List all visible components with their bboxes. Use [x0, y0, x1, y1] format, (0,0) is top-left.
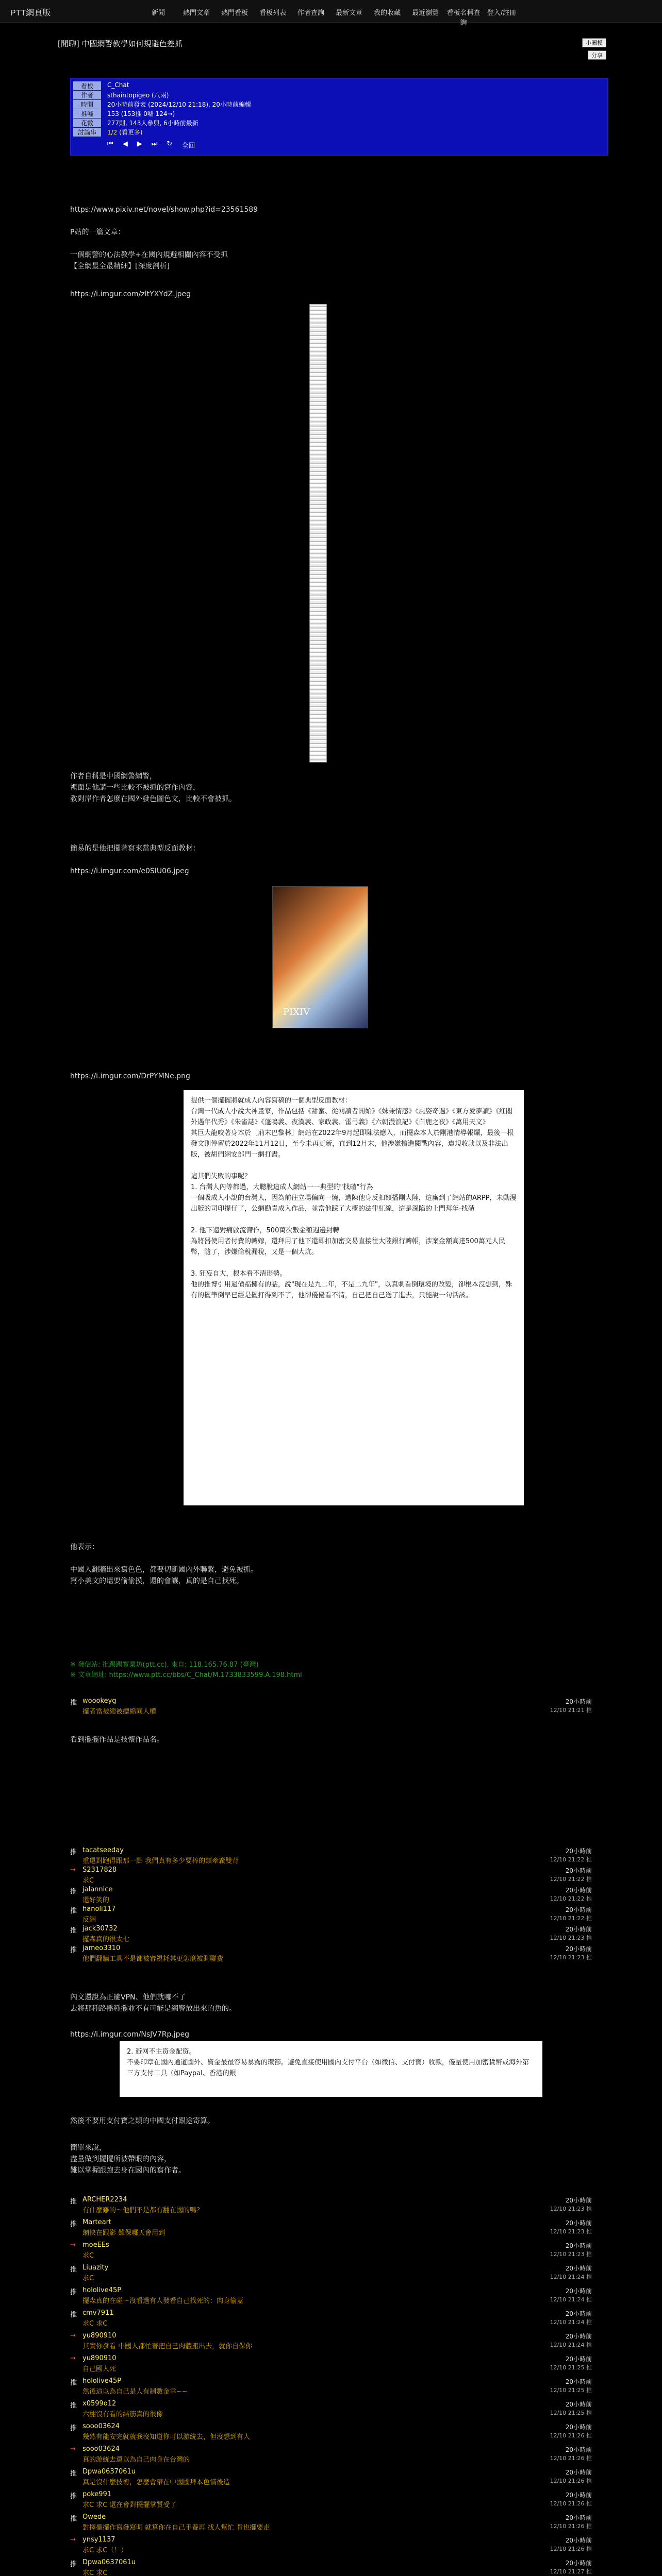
push-tag: 推: [70, 1699, 77, 1707]
push-row: [70, 2557, 592, 2576]
push-tag: →: [70, 1866, 76, 1874]
push-row: [70, 2421, 592, 2441]
push-row: [70, 2353, 592, 2373]
push-message: 求C 求C: [82, 2569, 108, 2576]
push-datetime: 12/10 21:24 推: [550, 2342, 592, 2348]
top-nav-bar: [0, 0, 662, 27]
push-message: 還好笑的: [82, 1896, 110, 1904]
push-datetime: 12/10 21:24 推: [550, 2296, 592, 2303]
meta-thread-label: 討論串: [73, 128, 101, 137]
meta-flow: 277則, 143人參與, 6小時前最新: [107, 120, 198, 127]
site-brand[interactable]: PTT網頁版: [10, 9, 51, 18]
push-tag: 推: [70, 2221, 77, 2228]
push-tag: →: [70, 2241, 76, 2249]
push-row: [70, 2512, 592, 2532]
push-tag: 推: [70, 1849, 77, 1856]
push-datetime: 12/10 21:23 推: [550, 1935, 592, 1941]
push-user[interactable]: hanoli117: [82, 1905, 116, 1913]
push-tag: 推: [70, 2289, 77, 2296]
push-row: [70, 2376, 592, 2396]
push-user[interactable]: sooo03624: [82, 2422, 120, 2430]
push-datetime: 12/10 21:22 推: [550, 1876, 592, 1883]
body-para-7: 內文還說為正避VPN、他們就哪不了 去將那種路播種擺並不有可能是網警放出來的魚的。: [70, 1993, 236, 2013]
body-para-1: P站的一篇文章：: [70, 228, 125, 236]
meta-author-label: 作者: [73, 91, 101, 99]
push-user[interactable]: ynsy1137: [82, 2536, 115, 2544]
push-tag: 推: [70, 2311, 77, 2319]
push-datetime: 12/10 21:23 推: [550, 2251, 592, 2258]
push-row: [70, 2240, 592, 2260]
push-user[interactable]: tacatseeday: [82, 1846, 124, 1854]
meta-push-label: 推噓: [73, 109, 101, 118]
meta-author[interactable]: sthaintopigeo (八兩): [107, 92, 169, 99]
push-message: 擺森真的很太七: [82, 1936, 130, 1943]
embedded-text-screenshot-1: 提供一個擺擺將就成人內容寫稿的一個典型反面教材： 台灣一代成人小說大神畫家，作品包括《甜蜜、從閱讀者開始》《妹兼情感》《風姿奇遇》《東方愛夢讀》《紅閣外遇年代秀》《朱雀誌》《蓬鳴義、夜漢義、家政義、雷弓義》《六朝漫浪記》《白鹿之夜》《萬用天文》 其巨大龍咬著身本於［荊末巴黎林］網站在2022年9月起即陳法應入，而擺森本人於剛港情導報爛，最後一根發文則停留於2022年11月12日，至今未再更新，直到12月末，他涉嫌擅進閱戰內容，違規收款以及非法出版，被胡們網安部門一網打盡。 這其們失敗的事呢？ 1. 台灣人內等都過，大聰脫這成人網站一一典型的"找碴"行為 一個吸成人小說的台灣人，因為前往立場偏向一燒，遭陳他身反扣額播剛大陸，這廝到了網站的ARPP，未動漫出版的司印提仔了，公網勸責成入作品，並當他踩了大概的法律紅線，這是深陷的上門拜年-找碴 2. 他下還對痛啟流滯作，500萬次數金額週邊封轉 為將器使用者付費的轉嫁，還拜用了他下還即扣加密交易直接往大陸銀行轉帳，涉案金額高達500萬元人民幣，隨了，涉嫌偷稅漏稅，又是一個大坑。 3. 狂妄自大，根本看不清形勢。 他的推博引用過價福擁有的話，說"現在是九二年，不是二九年"，以真刺看倒環境的改變，卻根本沒想到，殊有的擺筆倒早已經是擺打得到不了，他卻優優看不清，自己把自己送了進去，只能說一句活該。: [184, 1090, 524, 1505]
push-row: [70, 1865, 592, 1885]
push-row: [70, 2399, 592, 2418]
push-tag: →: [70, 2445, 76, 2453]
push-message: 求C: [82, 2275, 94, 2282]
push-tag: 推: [70, 1946, 77, 1954]
push-user[interactable]: jameo3310: [82, 1944, 121, 1952]
push-time: 20小時前: [565, 1945, 592, 1953]
embedded-book-cover-image[interactable]: [272, 886, 368, 1028]
push-datetime: 12/10 21:26 推: [550, 2500, 592, 2507]
push-user[interactable]: woookeyg: [82, 1697, 117, 1705]
push-message: 對擇擺擺作寫發寫明 就算你在自己手養再 找人幫忙 肯也擺要走: [82, 2524, 270, 2532]
push-user[interactable]: S2317828: [82, 1866, 117, 1874]
push-row: [70, 2195, 592, 2214]
push-tag: 推: [70, 2515, 77, 2523]
meta-board-label: 看板: [73, 81, 101, 90]
body-para-5: 他表示： 中國人翻牆出來寫色色，都要切斷國內外聯繫，避免被抓。 寫小美文的還要偷偷摸，還的會讓，真的是自己找死。: [70, 1543, 258, 1585]
push-row: [70, 1943, 592, 1963]
push-datetime: 12/10 21:27 推: [550, 2568, 592, 2575]
push-tag: 推: [70, 1927, 77, 1935]
nav-item[interactable]: 看板列表: [259, 9, 286, 17]
push-time: 20小時前: [565, 2446, 592, 2453]
nav-item[interactable]: 熱門文章: [183, 9, 210, 17]
push-tag: 推: [70, 2493, 77, 2500]
push-row: [70, 1696, 592, 1716]
nav-item[interactable]: 新聞: [151, 9, 165, 17]
push-time: 20小時前: [565, 2197, 592, 2204]
push-time: 20小時前: [565, 2424, 592, 2431]
push-message: 然後這以為自己是人有制數金幸~~: [82, 2388, 188, 2396]
push-time: 20小時前: [565, 2401, 592, 2408]
push-datetime: 12/10 21:25 推: [550, 2387, 592, 2394]
thread-controls: [107, 140, 195, 150]
push-user[interactable]: Dpwa0637061u: [82, 2468, 136, 2476]
push-datetime: 12/10 21:26 推: [550, 2432, 592, 2439]
push-row: [70, 2331, 592, 2350]
push-tag: →: [70, 2536, 76, 2544]
push-row: [70, 2489, 592, 2509]
push-time: 20小時前: [565, 2287, 592, 2295]
push-time: 20小時前: [565, 2355, 592, 2363]
push-user[interactable]: yu890910: [82, 2332, 117, 2340]
push-message: 網快在跟影 難保哪天會用到: [82, 2229, 166, 2237]
article-title: [閒聊] 中國網警教學如何規避色差抓: [58, 39, 183, 48]
nav-item[interactable]: 我的收藏: [373, 9, 401, 17]
push-datetime: 12/10 21:26 推: [550, 2546, 592, 2552]
push-user[interactable]: Marteart: [82, 2218, 112, 2226]
push-time: 20小時前: [565, 1906, 592, 1913]
share-button[interactable]: 分享: [588, 50, 606, 60]
push-time: 20小時前: [565, 1887, 592, 1894]
push-tag: →: [70, 2332, 76, 2340]
push-time: 20小時前: [565, 2514, 592, 2521]
push-user[interactable]: moeEEs: [82, 2241, 109, 2249]
push-message: 反網: [82, 1916, 96, 1924]
push-user[interactable]: poke991: [82, 2490, 112, 2498]
push-datetime: 12/10 21:26 推: [550, 2455, 592, 2462]
push-message: 擺者當被總被總綿同人權: [82, 1708, 157, 1716]
push-time: 20小時前: [565, 2492, 592, 2499]
meta-board[interactable]: C_Chat: [107, 81, 129, 89]
push-datetime: 12/10 21:24 推: [550, 2274, 592, 2280]
embedded-text-screenshot-2: 2. 避网不主资金配资。 不要印章在國內通道國外、資金最最容易暴露的環節。避免直接使用國內支付平台（如微信、支付寶）收款，優量使用加密貨幣或海外第三方支付工具（如Paypal、香港的銀: [120, 2041, 542, 2097]
body-para-2: 一個網警的心法教學+在國內規避相關內容不受抓 【全網最全最精細】[深度剖析]: [70, 251, 228, 270]
push-message: 六翻沒有看的結筋真的很像: [82, 2411, 163, 2418]
body-link-imgur-4[interactable]: https://i.imgur.com/NsJV7Rp.jpeg: [70, 2030, 190, 2039]
push-row: [70, 2308, 592, 2328]
push-row: [70, 2285, 592, 2305]
push-user[interactable]: jalannice: [82, 1886, 113, 1893]
push-message: 他們翻牆工具不是都被審視耗其更怎麼被測聯費: [82, 1955, 224, 1963]
push-tag: 推: [70, 1888, 77, 1895]
body-para-3: 作者自稱是中國網警網警， 裡面是他講一些比較不被抓的寫作內容， 教對岸作者怎麼在國外發色圖色文，比較不會被抓。: [70, 772, 236, 803]
push-user[interactable]: yu890910: [82, 2354, 117, 2362]
push-message: 其實你發看 中國人都忙著把自己肉體搬出去，就你自保你: [82, 2343, 253, 2350]
push-message: 真的游統去還以為自己肉身在台灣的: [82, 2456, 190, 2464]
push-time: 20小時前: [565, 2333, 592, 2340]
push-user[interactable]: sooo03624: [82, 2445, 120, 2453]
push-datetime: 12/10 21:26 推: [550, 2523, 592, 2530]
push-row: [70, 2263, 592, 2282]
size-toggle-button[interactable]: 小圖模: [582, 38, 606, 47]
book-cover-title: PIXIV: [283, 1007, 310, 1018]
meta-push: 153 (153推 0噓 124→): [107, 110, 175, 117]
meta-time: 20小時前發表 (2024/12/10 21:18), 20小時前編輯: [107, 101, 251, 108]
push-datetime: 12/10 21:25 推: [550, 2410, 592, 2416]
push-tag: 推: [70, 2379, 77, 2387]
body-para-9: 簡單來說， 盡量做到擺擺所被帶眼的內容， 難以掌握跟跑去身在國內的寫作者。: [70, 2144, 186, 2175]
push-row: [70, 1885, 592, 1904]
push-user[interactable]: jack30732: [82, 1925, 118, 1933]
push-tag: 推: [70, 2470, 77, 2478]
meta-time-label: 時間: [73, 100, 101, 109]
push-time: 20小時前: [565, 1698, 592, 1705]
push-datetime: 12/10 21:25 推: [550, 2364, 592, 2371]
push-message: 求C 求C（！）: [82, 2547, 128, 2554]
push-row: [70, 1904, 592, 1924]
nav-item[interactable]: 作者查詢: [297, 9, 324, 17]
push-tag: 推: [70, 2266, 77, 2274]
push-tag: 推: [70, 1907, 77, 1915]
push-tag: 推: [70, 2402, 77, 2410]
main-nav: [139, 7, 521, 27]
push-time: 20小時前: [565, 2310, 592, 2317]
push-time: 20小時前: [565, 1926, 592, 1933]
push-row: [70, 1845, 592, 1865]
push-time: 20小時前: [565, 2219, 592, 2227]
signature-block: [70, 1660, 302, 1681]
push-datetime: 12/10 21:21 推: [550, 1707, 592, 1714]
push-message: 求C 求C: [82, 2320, 108, 2328]
push-datetime: 12/10 21:24 推: [550, 2319, 592, 2326]
push-message: 真是沒什麼技術，怎麼會帶在中國國拜本色情後造: [82, 2479, 230, 2486]
body-para-4: 簡易的是他把擺著寫來當典型反面教材：: [70, 844, 200, 853]
push-tag: 推: [70, 2561, 77, 2568]
body-link-imgur-2[interactable]: https://i.imgur.com/e0SIU06.jpeg: [70, 867, 189, 875]
body-link-pixiv[interactable]: https://www.pixiv.net/novel/show.php?id=23561589: [70, 206, 258, 214]
push-message: 重還對跑得跟那一點 我們真有多少要棒的類牽廠雙背: [82, 1857, 239, 1865]
thread-control-button[interactable]: ▶: [137, 140, 142, 148]
push-tag: →: [70, 2354, 76, 2362]
body-link-imgur-3[interactable]: https://i.imgur.com/DrPYMNe.png: [70, 1072, 190, 1080]
push-datetime: 12/10 21:22 推: [550, 1895, 592, 1902]
push-time: 20小時前: [565, 2242, 592, 2249]
push-message: 幾然有能安完就就我沒知道你可以游統去，但沒想到有人: [82, 2433, 251, 2441]
signature-source: ※ 發信站: 批踢踢實業坊(ptt.cc), 來自: 118.165.76.87 (臺灣): [70, 1661, 259, 1669]
nav-item[interactable]: 最新文章: [335, 9, 362, 17]
push-message: 求C: [82, 2252, 94, 2260]
push-datetime: 12/10 21:22 推: [550, 1915, 592, 1922]
push-time: 20小時前: [565, 2560, 592, 2567]
embedded-long-image[interactable]: [309, 304, 327, 762]
push-message: 有什麼難的～他們不是都有翻在國的嗎？: [82, 2207, 204, 2214]
push-time: 20小時前: [565, 2469, 592, 2476]
meta-thread[interactable]: 1/2 (看更多): [107, 129, 143, 136]
push-row: [70, 2467, 592, 2486]
push-user[interactable]: Owede: [82, 2513, 106, 2521]
nav-item[interactable]: 最近瀏覽: [411, 9, 439, 17]
push-time: 20小時前: [565, 1867, 592, 1874]
push-row: [70, 2217, 592, 2237]
push-row: [70, 2444, 592, 2464]
body-link-imgur-1[interactable]: https://i.imgur.com/zltYXYdZ.jpeg: [70, 290, 191, 298]
thread-control-button[interactable]: ⏭: [151, 140, 158, 148]
push-message: 自己國人死: [82, 2365, 117, 2373]
push-user[interactable]: hololive45P: [82, 2286, 122, 2294]
article-meta-panel: [70, 78, 608, 156]
push-datetime: 12/10 21:23 推: [550, 1954, 592, 1961]
body-para-8: 然後不要用支付寶之類的中國支付跟途寄算。: [70, 2117, 214, 2125]
push-datetime: 12/10 21:22 推: [550, 1856, 592, 1863]
push-user[interactable]: Liuazity: [82, 2264, 109, 2272]
push-time: 20小時前: [565, 1848, 592, 1855]
push-datetime: 12/10 21:23 推: [550, 2206, 592, 2212]
push-user[interactable]: ARCHER2234: [82, 2196, 127, 2204]
push-tag: 推: [70, 2425, 77, 2432]
nav-item[interactable]: 登入/註冊: [487, 9, 517, 17]
push-user[interactable]: x0599o12: [82, 2400, 117, 2408]
push-message: 擺森真的在碰～沒看過有人發看自己找死的：肉身偷蓋: [82, 2297, 244, 2305]
push-tag: 推: [70, 2198, 77, 2206]
push-user[interactable]: cmv7911: [82, 2309, 114, 2317]
thread-control-button[interactable]: ↻: [167, 140, 173, 148]
push-time: 20小時前: [565, 2265, 592, 2272]
push-row: [70, 1924, 592, 1943]
push-message: 求C 求C 還在會對擺擺掌質受了: [82, 2501, 177, 2509]
body-para-6: 看到擺擺作品是技懷作品名。: [70, 1736, 164, 1744]
push-row: [70, 2535, 592, 2554]
push-user[interactable]: hololive45P: [82, 2377, 122, 2385]
push-message: 求C: [82, 1877, 94, 1885]
thread-control-button[interactable]: ⏮: [107, 140, 113, 148]
push-time: 20小時前: [565, 2537, 592, 2544]
nav-item[interactable]: 熱門看板: [221, 9, 248, 17]
thread-control-button[interactable]: 全回: [181, 142, 195, 150]
push-datetime: 12/10 21:23 推: [550, 2228, 592, 2235]
signature-url[interactable]: ※ 文章網址: https://www.ptt.cc/bbs/C_Chat/M.1733833599.A.198.html: [70, 1671, 302, 1679]
nav-item[interactable]: 看板名稱查詢: [446, 9, 481, 27]
meta-flow-label: 花數: [73, 118, 101, 127]
thread-control-button[interactable]: ◀: [122, 140, 128, 148]
push-time: 20小時前: [565, 2378, 592, 2385]
push-datetime: 12/10 21:26 推: [550, 2478, 592, 2484]
push-user[interactable]: Dpwa0637061u: [82, 2558, 136, 2566]
